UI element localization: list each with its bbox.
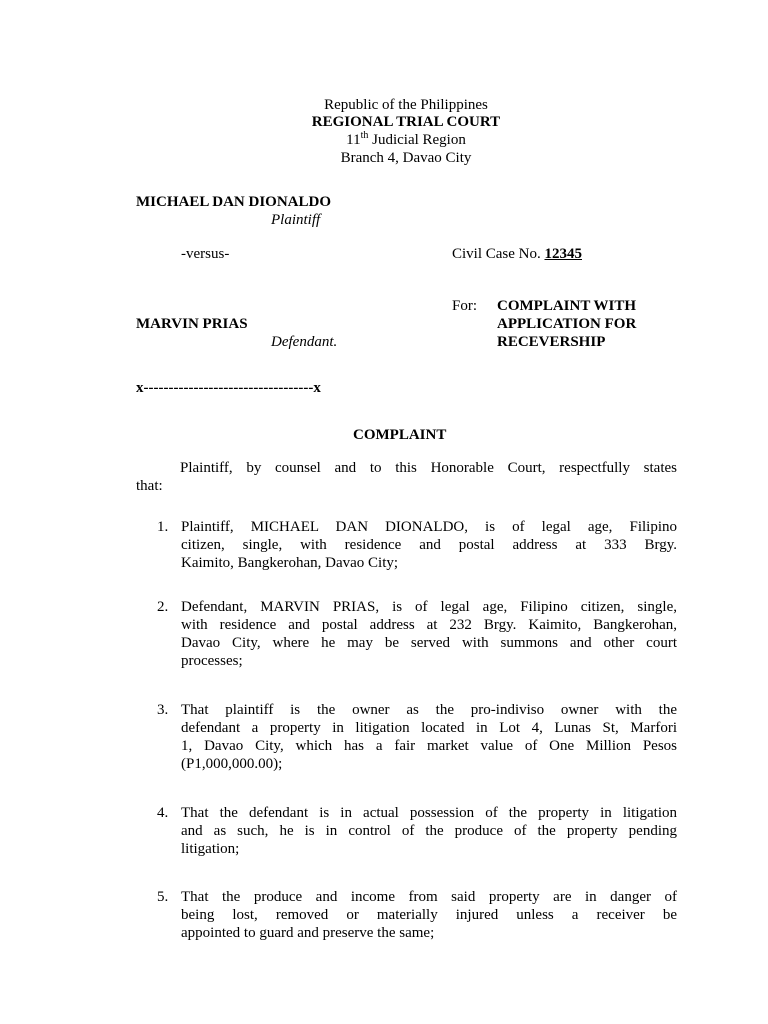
paragraph-number: 1. bbox=[157, 519, 169, 535]
intro-paragraph bbox=[136, 459, 677, 495]
paragraph-line: Davao City, where he may be served with summons and other court bbox=[181, 635, 677, 651]
paragraph-line: defendant a property in litigation located in Lot 4, Lunas St, Marfori bbox=[181, 720, 677, 736]
header-region-number: 11 bbox=[346, 132, 361, 148]
case-nature-line-2: APPLICATION FOR bbox=[497, 316, 637, 332]
paragraph-line: litigation; bbox=[181, 841, 240, 857]
header-region bbox=[0, 131, 768, 149]
paragraph-line: Defendant, MARVIN PRIAS, is of legal age, Filipino citizen, single, bbox=[181, 599, 677, 615]
for-label: For: bbox=[452, 298, 478, 314]
paragraph-line: and as such, he is in control of the produce of the property pending bbox=[181, 823, 677, 839]
paragraph-text bbox=[181, 701, 677, 773]
paragraph-number: 2. bbox=[157, 599, 169, 615]
paragraph-text bbox=[181, 518, 677, 572]
paragraph-number: 5. bbox=[157, 889, 169, 905]
paragraph-line: citizen, single, with residence and postal address at 333 Brgy. bbox=[181, 537, 677, 553]
paragraph-line: being lost, removed or materially injured unless a receiver be bbox=[181, 907, 677, 923]
paragraph-number: 3. bbox=[157, 702, 169, 718]
intro-line-2: that: bbox=[136, 478, 163, 494]
paragraph-line: That the defendant is in actual possession of the property in litigation bbox=[181, 805, 677, 821]
paragraph-line: 1, Davao City, which has a fair market value of One Million Pesos bbox=[181, 738, 677, 754]
versus-label: -versus- bbox=[181, 246, 230, 262]
paragraph-number: 4. bbox=[157, 805, 169, 821]
paragraph-text bbox=[181, 804, 677, 858]
paragraph-line: (P1,000,000.00); bbox=[181, 756, 283, 772]
paragraph-text bbox=[181, 888, 677, 942]
header-court: REGIONAL TRIAL COURT bbox=[311, 114, 501, 130]
paragraph-line: That plaintiff is the owner as the pro-indiviso owner with the bbox=[181, 702, 677, 718]
header-republic: Republic of the Philippines bbox=[324, 97, 488, 113]
plaintiff-name: MICHAEL DAN DIONALDO bbox=[136, 194, 332, 210]
case-nature-line-1: COMPLAINT WITH bbox=[497, 298, 637, 314]
caption-separator: x----------------------------------x bbox=[136, 380, 321, 396]
defendant-name: MARVIN PRIAS bbox=[136, 316, 248, 332]
case-number-line bbox=[452, 245, 582, 263]
document-title: COMPLAINT bbox=[353, 427, 447, 443]
intro-line-1: Plaintiff, by counsel and to this Honorable Court, respectfully states bbox=[180, 460, 677, 476]
case-number: 12345 bbox=[544, 246, 582, 262]
case-nature-line-3: RECEVERSHIP bbox=[497, 334, 606, 350]
paragraph-line: That the produce and income from said property are in danger of bbox=[181, 889, 677, 905]
paragraph-line: with residence and postal address at 232 Brgy. Kaimito, Bangkerohan, bbox=[181, 617, 677, 633]
paragraph-line: processes; bbox=[181, 653, 243, 669]
paragraph-line: Kaimito, Bangkerohan, Davao City; bbox=[181, 555, 399, 571]
header-region-text: Judicial Region bbox=[368, 132, 466, 148]
header-branch: Branch 4, Davao City bbox=[340, 150, 472, 166]
defendant-role: Defendant. bbox=[271, 334, 338, 350]
paragraph-line: appointed to guard and preserve the same; bbox=[181, 925, 435, 941]
header-region-suffix: th bbox=[360, 130, 369, 141]
plaintiff-role: Plaintiff bbox=[271, 212, 321, 228]
paragraph-text bbox=[181, 598, 677, 670]
paragraph-line: Plaintiff, MICHAEL DAN DIONALDO, is of legal age, Filipino bbox=[181, 519, 677, 535]
case-number-label: Civil Case No. bbox=[452, 246, 541, 262]
